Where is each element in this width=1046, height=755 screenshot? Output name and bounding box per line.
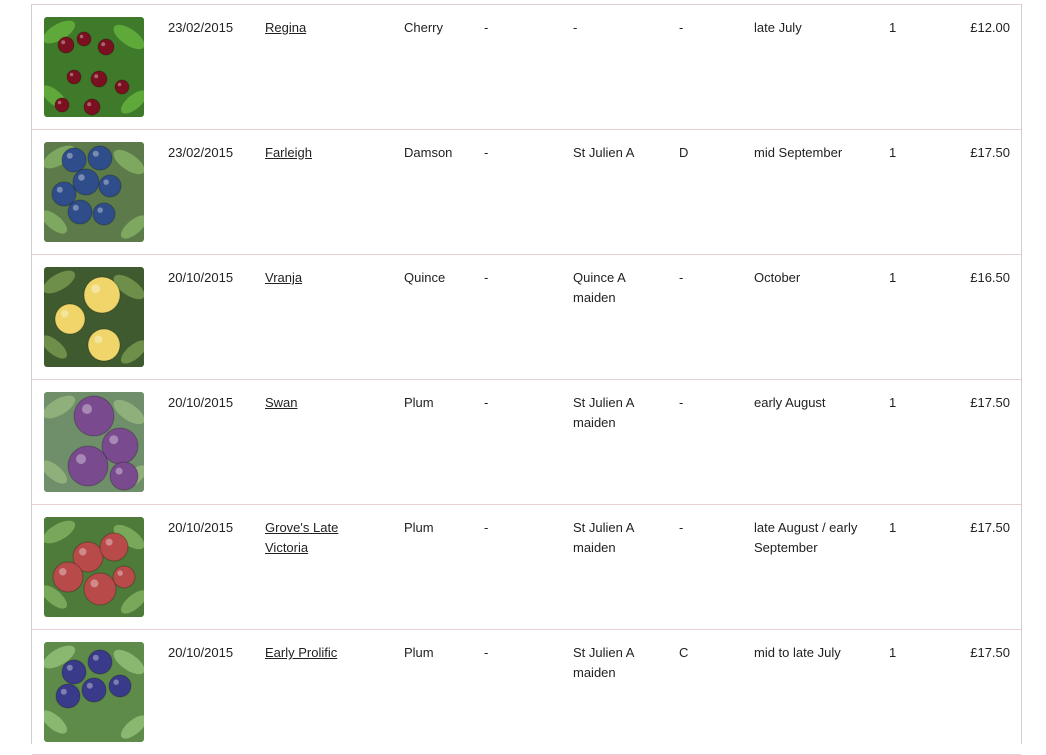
rootstock: St Julien A maiden	[573, 395, 634, 430]
column-value: -	[484, 145, 489, 160]
product-thumbnail[interactable]	[44, 642, 144, 742]
plum-groves-late-victoria-photo	[44, 517, 144, 617]
table-row	[32, 505, 1021, 630]
quince-fruit-photo	[44, 267, 144, 367]
product-thumbnail[interactable]	[44, 17, 144, 117]
product-name-link[interactable]: Swan	[265, 395, 298, 410]
fruit-type: Cherry	[404, 20, 444, 35]
product-name-cell	[265, 393, 375, 413]
price: £16.50	[970, 270, 1010, 285]
harvest-season: late July	[754, 20, 802, 35]
rootstock: Quince A maiden	[573, 270, 626, 305]
price: £17.50	[970, 520, 1010, 535]
damson-fruit-photo	[44, 142, 144, 242]
harvest-season: mid to late July	[754, 645, 841, 660]
harvest-season: early August	[754, 395, 826, 410]
table-row	[32, 380, 1021, 505]
plum-early-prolific-photo	[44, 642, 144, 742]
product-thumbnail[interactable]	[44, 517, 144, 617]
fruit-type: Plum	[404, 645, 434, 660]
quantity: 1	[889, 395, 897, 410]
cherry-fruit-photo	[44, 17, 144, 117]
fruit-type: Damson	[404, 145, 453, 160]
plum-swan-fruit-photo	[44, 392, 144, 492]
column-value: -	[484, 395, 489, 410]
table-row	[32, 630, 1021, 755]
order-date: 23/02/2015	[168, 20, 234, 35]
quantity: 1	[889, 270, 897, 285]
harvest-season: late August / early September	[754, 520, 858, 555]
product-name-cell	[265, 518, 375, 558]
table-row	[32, 255, 1021, 380]
harvest-season: October	[754, 270, 801, 285]
pollination-group: D	[679, 145, 689, 160]
product-name-link[interactable]: Farleigh	[265, 145, 312, 160]
table-row	[32, 130, 1021, 255]
product-name-link[interactable]: Vranja	[265, 270, 303, 285]
rootstock: St Julien A maiden	[573, 520, 634, 555]
quantity: 1	[889, 20, 897, 35]
harvest-season: mid September	[754, 145, 843, 160]
product-thumbnail[interactable]	[44, 392, 144, 492]
orders-table	[31, 4, 1022, 744]
price: £17.50	[970, 395, 1010, 410]
product-name-cell	[265, 143, 375, 163]
price: £17.50	[970, 645, 1010, 660]
rootstock: St Julien A maiden	[573, 645, 634, 680]
fruit-type: Plum	[404, 520, 434, 535]
fruit-type: Quince	[404, 270, 446, 285]
rootstock: -	[573, 20, 578, 35]
order-date: 20/10/2015	[168, 520, 234, 535]
column-value: -	[484, 20, 489, 35]
quantity: 1	[889, 520, 897, 535]
price: £17.50	[970, 145, 1010, 160]
pollination-group: -	[679, 20, 684, 35]
quantity: 1	[889, 145, 897, 160]
pollination-group: -	[679, 270, 684, 285]
order-date: 23/02/2015	[168, 145, 234, 160]
product-name-cell	[265, 643, 375, 663]
order-date: 20/10/2015	[168, 270, 234, 285]
order-date: 20/10/2015	[168, 645, 234, 660]
product-name-cell	[265, 18, 375, 38]
pollination-group: -	[679, 520, 684, 535]
quantity: 1	[889, 645, 897, 660]
pollination-group: C	[679, 645, 689, 660]
price: £12.00	[970, 20, 1010, 35]
table-row	[32, 5, 1021, 130]
column-value: -	[484, 270, 489, 285]
fruit-type: Plum	[404, 395, 434, 410]
product-thumbnail[interactable]	[44, 142, 144, 242]
product-thumbnail[interactable]	[44, 267, 144, 367]
product-name-cell	[265, 268, 375, 288]
column-value: -	[484, 520, 489, 535]
product-name-link[interactable]: Grove's Late Victoria	[265, 520, 339, 555]
product-name-link[interactable]: Regina	[265, 20, 307, 35]
order-date: 20/10/2015	[168, 395, 234, 410]
pollination-group: -	[679, 395, 684, 410]
product-name-link[interactable]: Early Prolific	[265, 645, 338, 660]
rootstock: St Julien A	[573, 145, 635, 160]
column-value: -	[484, 645, 489, 660]
